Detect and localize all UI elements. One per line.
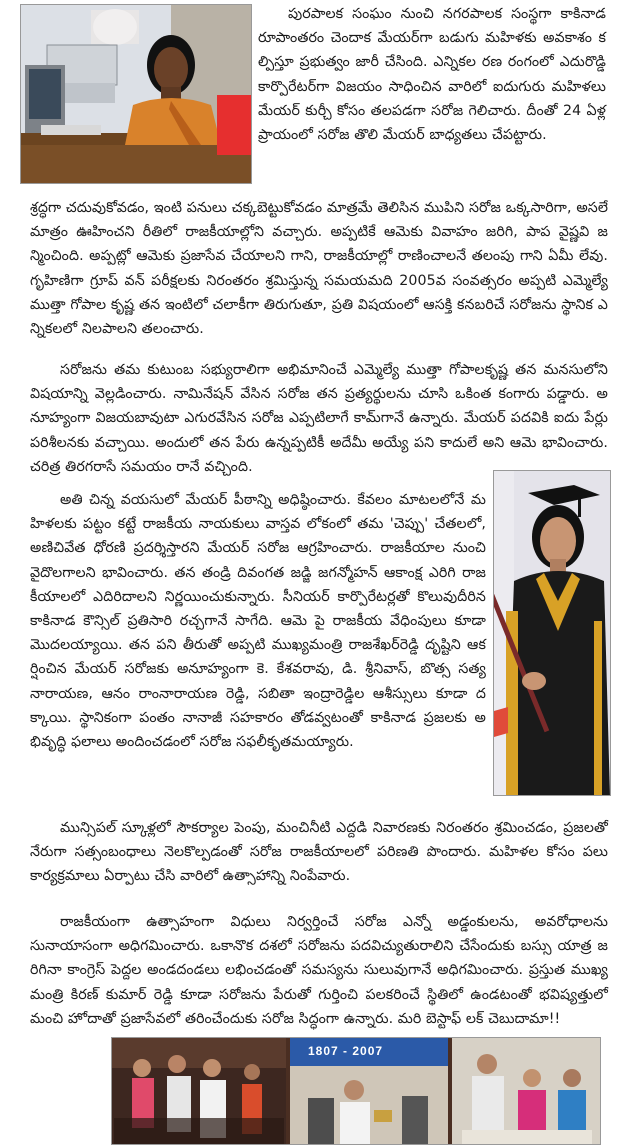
article-paragraph: మున్సిపల్ స్కూళ్లలో సౌకర్యాల పెంపు, మంచినీటి ఎద్దడి నివారణకు నిరంతరం శ్రమించడం, ప్రజలతో నేరుగా సత్సంబంధాలు నెలకొల్పడంతో సరోజ రాజకీయాలలో పరిణతి పొందారు. మహిళల కోసం పలు కార్యక్రమాలు ఏర్పాటు చేసి వారిలో ఉత్సాహాన్ని నింపేవారు. xyxy=(30,820,608,885)
photo-graduate-in-gown xyxy=(493,470,611,796)
article-paragraph: శ్రద్ధగా చదువుకోవడం, ఇంటి పనులు చక్కబెట్టుకోవడం మాత్రమే తెలిసిన ముపిని సరోజ ఒక్కసారిగా, అసలే మాత్రం ఊహించని రీతిలో రాజకీయాల్లోని వచ్చారు. అప్పటికే ఆమెకు వివాహం జరిగి, పాప వైష్ణవి జన్మించింది. అప్పట్లో ఆమెకు ప్రజాసేవ చేయాలని గాని, రాజకీయాల్లో రాణించాలనే తలంపు గాని ఏమీ లేవు. గృహిణిగా గ్రూప్ వన్ పరీక్షలకు నిరంతరం శ్రమిస్తున్న సమయమది 2005వ సంవత్సరం అప్పటి ఎమ్మెల్యే ముత్తా గోపాల కృష్ణ తన ఇంటిలో చలాకీగా తిరుగుతూ, ప్రతి విషయంలో ఆసక్తి కనబరిచే సరోజను స్థానిక ఎన్నికలలో నిలపాలని తలంచారు. xyxy=(30,200,608,338)
article-paragraph: సరోజను తమ కుటుంబ సభ్యురాలిగా అభిమానించే ఎమ్మెల్యే ముత్తా గోపాలకృష్ణ తన మనసులోని విషయాన్ని వెల్లడించారు. నామినేషన్ వేసిన సరోజ తన ప్రత్యర్థులను చూసి ఒకింత కంగారు పడ్డారు. అనూహ్యంగా విజయబావుటా ఎగురవేసిన సరోజ ఎప్పటిలాగే కామ్‌గానే ఉన్నారు. మేయర్ పదవికి ఐదు పేర్లు పరిశీలనకు వచ్చాయి. అందులో తన పేరు ఉన్నప్పటికీ అదేమీ అయ్యే పని కాదులే అని ఆమె భావించారు. చరిత్ర తిరగరాసే సమయం రానే వచ్చింది. xyxy=(30,362,608,475)
photo-collage-bottom xyxy=(111,1037,601,1145)
photo-woman-at-computer xyxy=(20,4,252,184)
article-paragraph: రాజకీయంగా ఉత్సాహంగా విధులు నిర్వర్తించే సరోజ ఎన్నో అడ్డంకులను, అవరోధాలను సునాయాసంగా అధిగమించారు. ఒకానొక దశలో సరోజను పదవిచ్యుతురాలిని చేసేందుకు బస్సు యాత్ర జరిగినా కాంగ్రెస్ పెద్దల అండదండలు లభించడంతో సమస్యను సులువుగానే అధిగమించారు. ప్రస్తుత ముఖ్యమంత్రి కిరణ్ కుమార్ రెడ్డి కూడా సరోజను పేరుతో గుర్తించి పలకరించే స్థితిలో ఉండటంతో భవిష్యత్తులో మంచి హోదాతో ప్రజాసేవలో తరించేందుకు సరోజ సిద్ధంగా ఉన్నారు. మరి బెస్టాఫ్ లక్ చెబుదామా!! xyxy=(30,914,608,1027)
photo-graduate-in-gown-art xyxy=(494,471,611,796)
article-paragraph: అతి చిన్న వయసులో మేయర్ పీఠాన్ని అధిష్ఠించారు. కేవలం మాటలలోనే మహిళలకు పట్టం కట్టే రాజకీయ నాయకులు వాస్తవ లోకంలో తమ 'చెప్పు' చేతలలో, అణిచివేత ధోరణి ప్రదర్శిస్తారని మేయర్ సరోజ ఆగ్రహించారు. రాజకీయాల నుంచి వైదొలగాలని భావించారు. తన తండ్రి దివంగత జడ్జి జగన్మోహన్ ఆకాంక్ష ఎరిగి రాజకీయాలలో ఎదిరిదాలని నిర్ణయించుకున్నారు. సీనియర్ కార్పొరేటర్లతో కొలువుదీరిన కాకినాడ కౌన్సిల్ ప్రతిసారి రచ్చగానే సాగేది. ఆమె పై రాజకీయ వేధింపులు కూడా మొదలయ్యాయి. తన పని తీరుతో అప్పటి ముఖ్యమంత్రి రాజశేఖర్‌రెడ్డి దృష్టిని ఆకర్షించిన మేయర్ సరోజకు అనూహ్యంగా కె. కేశవరావు, డి. శ్రీనివాస్, బొత్స సత్యనారాయణ, ఆనం రాంనారాయణ రెడ్డి, సబితా ఇంద్రారెడ్డిల ఆశీస్సులు కూడా దక్కాయి. స్థానికంగా పంతం నానాజీ సహకారం తోడవ్వటంతో కాకినాడ ప్రజలకు అభివృద్ధి ఫలాలు అందించడంలో సరోజ సఫలీకృతమయ్యారు. xyxy=(30,492,486,751)
banner-years-text: 1807 - 2007 xyxy=(308,1044,384,1058)
article-paragraph: పురపాలక సంఘం నుంచి నగరపాలక సంస్థగా కాకినాడ రూపాంతరం చెందాక మేయర్‌గా బడుగు మహిళకు అవకాశం కల్పిస్తూ ప్రభుత్వం జారీ చేసింది. ఎన్నికల రణ రంగంలో ఎదురొడ్డి కార్పొరేటర్‌గా విజయం సాధించిన వారిలో ఐదుగురు మహిళలు మేయర్ కుర్చీ కోసం తలపడగా సరోజ గెలిచారు. దీంతో 24 ఏళ్ల ప్రాయంలో సరోజ తొలి మేయర్ బాధ్యతలు చేపట్టారు. xyxy=(258,6,606,144)
photo-woman-at-computer-art xyxy=(21,5,252,184)
